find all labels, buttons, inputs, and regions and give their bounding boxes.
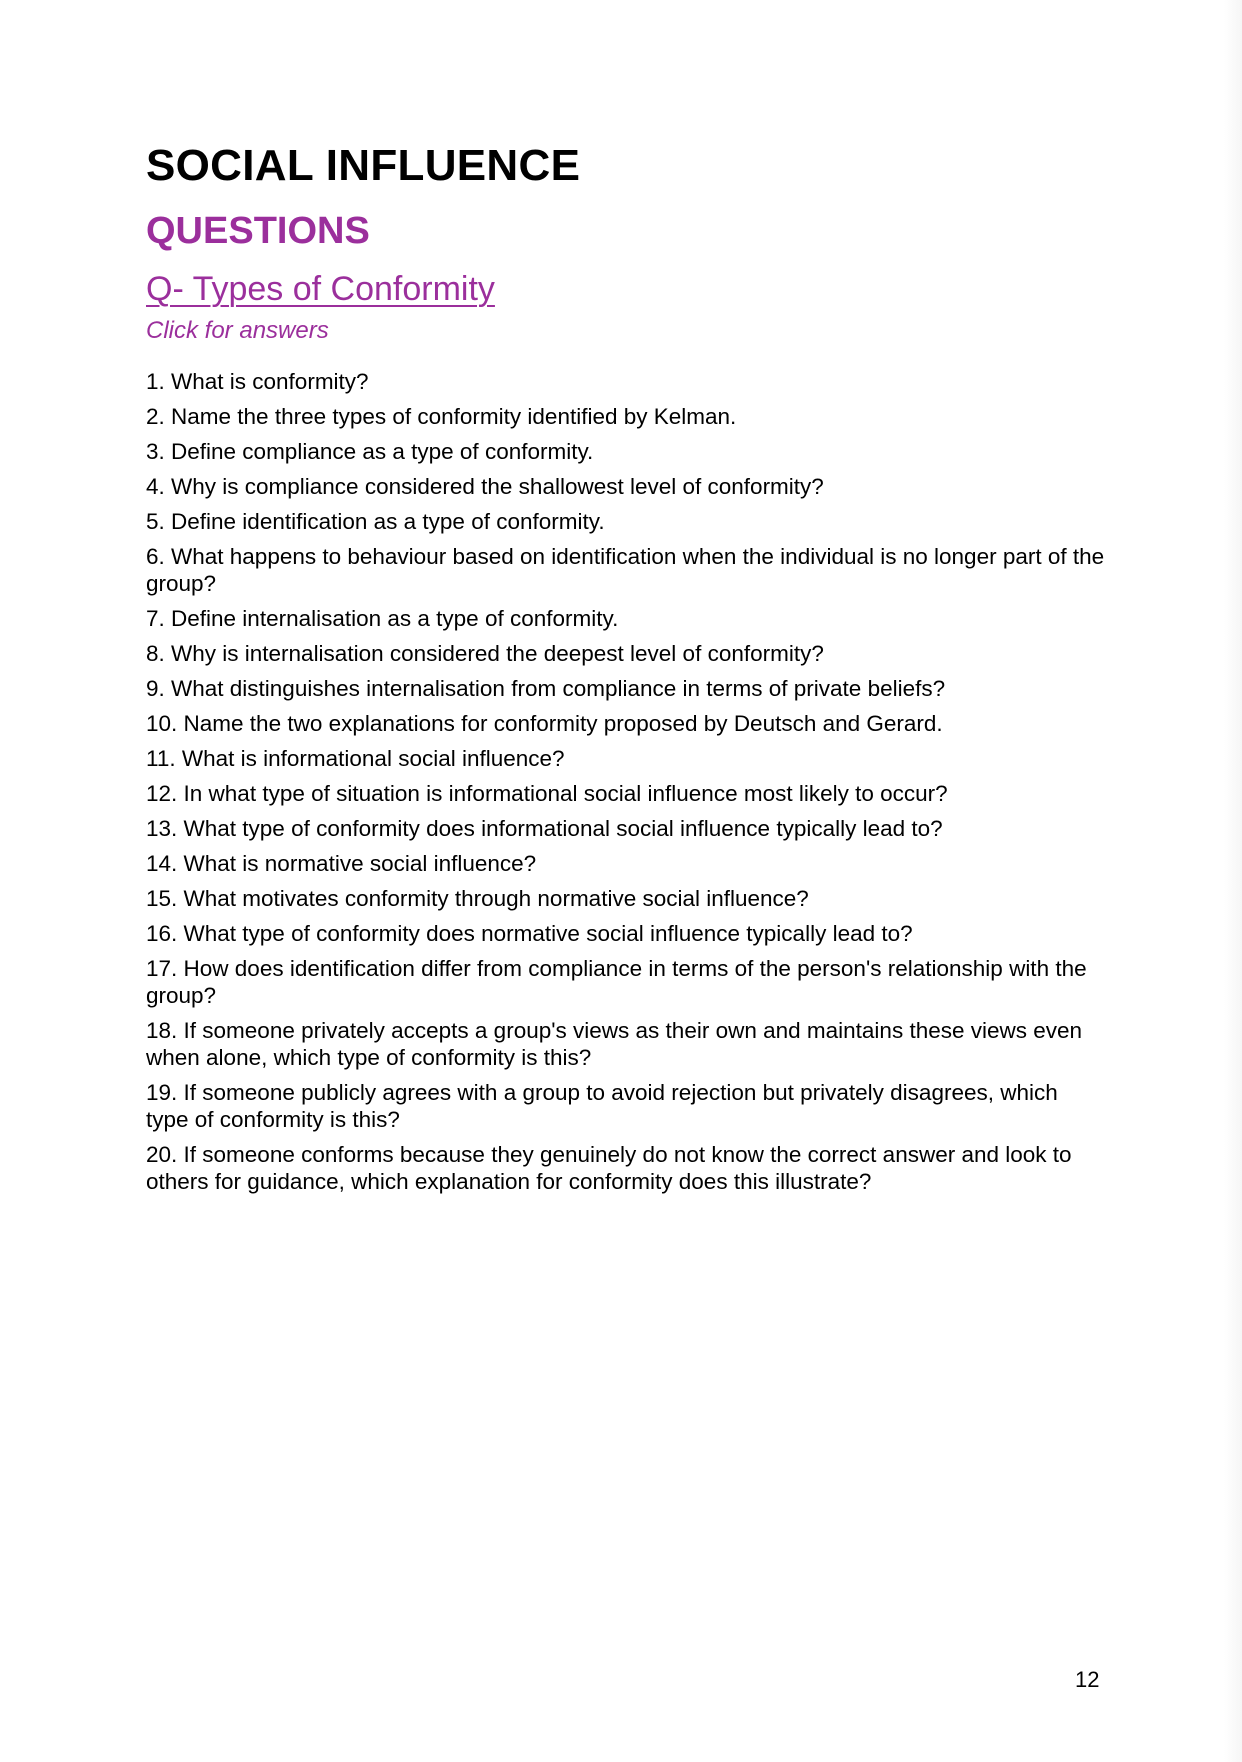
question-item: 15. What motivates conformity through normative social influence? [146, 886, 809, 911]
question-item: 16. What type of conformity does normative social influence typically lead to? [146, 921, 913, 946]
question-item: 14. What is normative social influence? [146, 851, 537, 876]
answers-link[interactable]: Click for answers [146, 317, 329, 344]
question-item: 4. Why is compliance considered the shallowest level of conformity? [146, 474, 824, 499]
question-item: 5. Define identification as a type of conformity. [146, 509, 605, 534]
question-item: 3. Define compliance as a type of conformity. [146, 439, 594, 464]
page-number: 12 [1075, 1667, 1100, 1692]
question-item: 1. What is conformity? [146, 369, 369, 394]
question-item: 18. If someone privately accepts a group's views as their own and maintains these views even when alone, which type of conformity is this? [146, 1018, 1083, 1070]
page-edge-shade [1224, 0, 1242, 1762]
question-item: 13. What type of conformity does informational social influence typically lead to? [146, 816, 943, 841]
question-item: 20. If someone conforms because they genuinely do not know the correct answer and look to others for guidance, which explanation for conformity does this illustrate? [146, 1142, 1072, 1194]
question-item: 12. In what type of situation is informational social influence most likely to occur? [146, 781, 948, 806]
section-title: QUESTIONS [146, 210, 370, 252]
question-item: 17. How does identification differ from compliance in terms of the person's relationship with the group? [146, 956, 1087, 1008]
question-item: 10. Name the two explanations for conformity proposed by Deutsch and Gerard. [146, 711, 943, 736]
page-title: SOCIAL INFLUENCE [146, 141, 581, 190]
question-item: 7. Define internalisation as a type of conformity. [146, 606, 619, 631]
question-item: 9. What distinguishes internalisation from compliance in terms of private beliefs? [146, 676, 946, 701]
question-item: 11. What is informational social influence? [146, 746, 565, 771]
page-content [146, 140, 1106, 1203]
questions-list [146, 368, 1106, 1195]
question-item: 2. Name the three types of conformity identified by Kelman. [146, 404, 737, 429]
question-item: 6. What happens to behaviour based on identification when the individual is no longer part of the group? [146, 544, 1105, 596]
question-item: 19. If someone publicly agrees with a group to avoid rejection but privately disagrees, which type of conformity is this? [146, 1080, 1058, 1132]
subsection-link[interactable]: Q- Types of Conformity [146, 270, 495, 308]
question-item: 8. Why is internalisation considered the deepest level of conformity? [146, 641, 824, 666]
